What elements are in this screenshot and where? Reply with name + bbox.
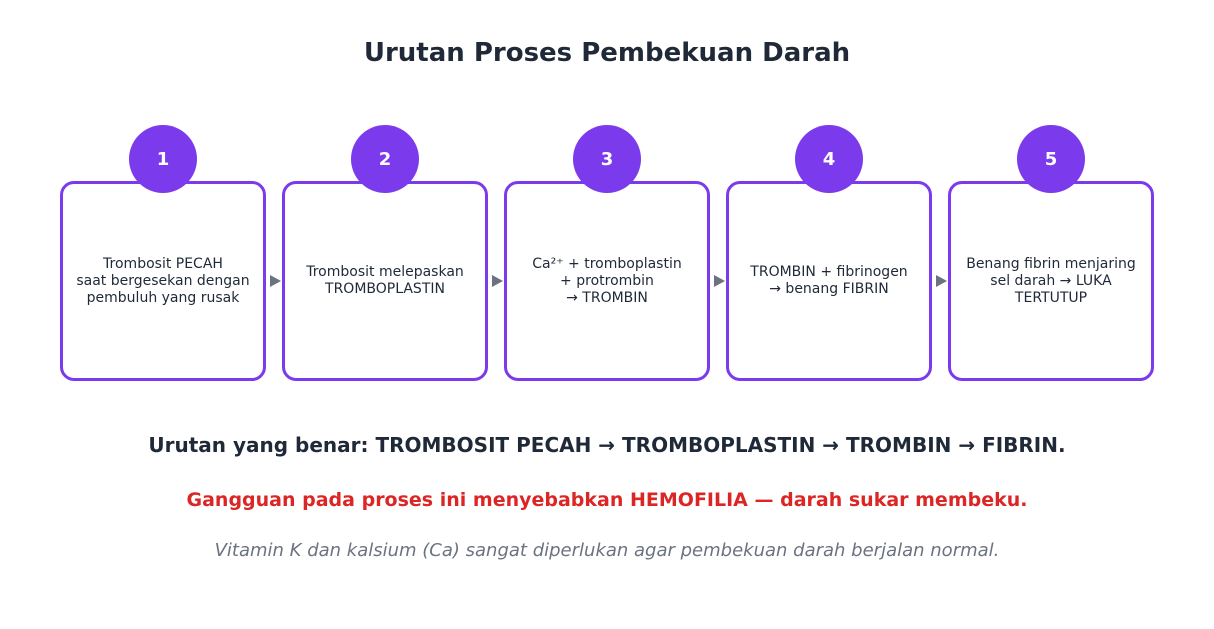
step-number-badge-4: 4 [795,125,863,193]
step-text-5: Benang fibrin menjaring sel darah → LUKA TERTUTUP [966,255,1136,306]
step-box-3 [504,181,710,381]
step-text-3: Ca²⁺ + tromboplastin + protrombin → TROMBIN [532,255,682,306]
step-number-badge-5: 5 [1017,125,1085,193]
arrow-2-to-3 [492,275,503,287]
step-text-2: Trombosit melepaskan TROMBOPLASTIN [306,264,464,297]
step-box-5 [948,181,1154,381]
warning-text: Gangguan pada proses ini menyebabkan HEMOFILIA — darah sukar membeku. [186,489,1028,511]
step-text-1: Trombosit PECAH saat bergesekan dengan pembuluh yang rusak [76,255,250,306]
step-box-2 [282,181,488,381]
step-number-badge-1: 1 [129,125,197,193]
arrow-4-to-5 [936,275,947,287]
step-text-4: TROMBIN + fibrinogen → benang FIBRIN [750,264,908,297]
arrow-3-to-4 [714,275,725,287]
step-number-badge-3: 3 [573,125,641,193]
arrow-1-to-2 [270,275,281,287]
note-text: Vitamin K dan kalsium (Ca) sangat diperlukan agar pembekuan darah berjalan normal. [214,540,1000,561]
step-number-badge-2: 2 [351,125,419,193]
step-box-4 [726,181,932,381]
step-box-1 [60,181,266,381]
diagram-title: Urutan Proses Pembekuan Darah [363,38,851,68]
summary-text: Urutan yang benar: TROMBOSIT PECAH → TROMBOPLASTIN → TROMBIN → FIBRIN. [148,433,1066,457]
